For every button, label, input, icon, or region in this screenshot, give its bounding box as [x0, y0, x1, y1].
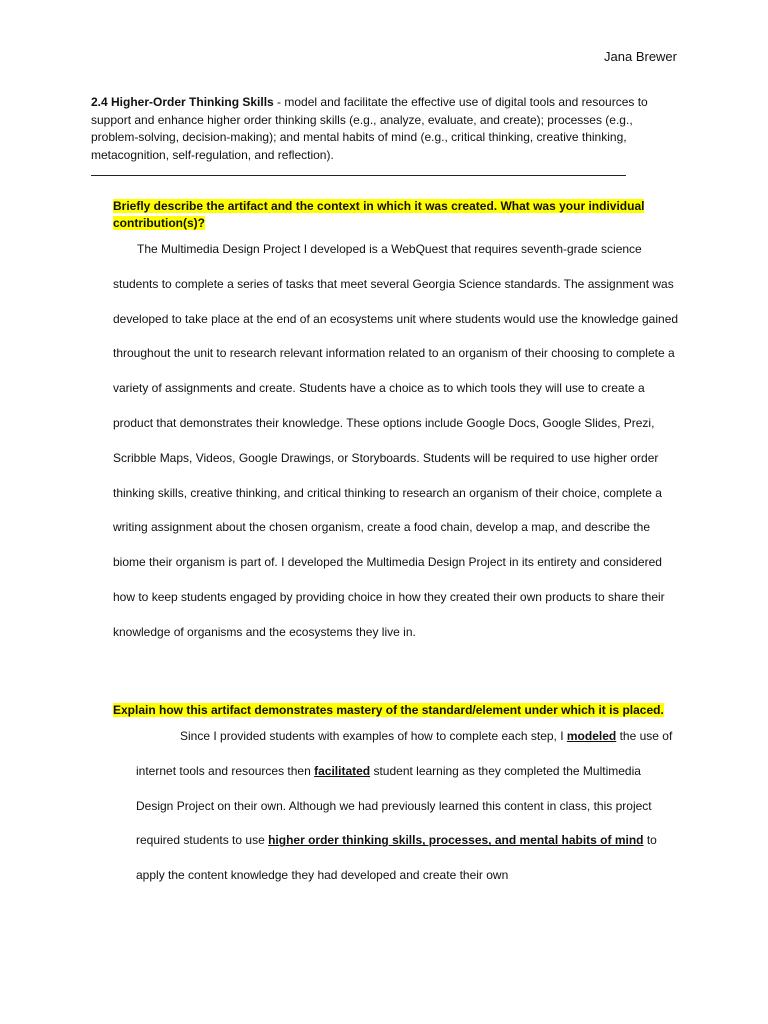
- answer-2-seg1: Since I provided students with examples of how to complete each step, I: [180, 729, 567, 743]
- question-1-text: Briefly describe the artifact and the context in which it was created. What was your individual contribution(s)?: [113, 199, 645, 230]
- question-1: [113, 198, 673, 232]
- standard-text: - model and facilitate the effective use of digital tools and resources to support and enhance higher order thinking skills (e.g., analyze, evaluate, and create); processes (e.g., problem-solving, decision-making); and mental habits of mind (e.g., critical thinking, creative thinking, metacognition, self-regulation, and reflection).: [91, 95, 648, 162]
- author-name: Jana Brewer: [604, 49, 677, 64]
- term-modeled: modeled: [566, 729, 617, 743]
- term-facilitated: facilitated: [314, 763, 371, 778]
- answer-1-text: The Multimedia Design Project I developed is a WebQuest that requires seventh-grade science students to complete a series of tasks that meet several Georgia Science standards. The assignment was developed to take place at the end of an ecosystems unit where students would use the knowledge gained throughout the unit to research relevant information related to an organism of their choosing to complete a variety of assignments and create. Students have a choice as to which tools they will use to create a product that demonstrates their knowledge. These options include Google Docs, Google Slides, Prezi, Scribble Maps, Videos, Google Drawings, or Storyboards. Students will be required to use higher order thinking skills, creative thinking, and critical thinking to research an organism of their choice, complete a writing assignment about the chosen organism, create a food chain, develop a map, and describe the biome their organism is part of. I developed the Multimedia Design Project in its entirety and considered how to keep students engaged by providing choice in how they created their own products to share their knowledge of organisms and the ecosystems they live in.: [113, 242, 679, 639]
- standard-statement: [91, 94, 681, 164]
- answer-2-seg3: student learning as they completed the Multimedia Design Project on their own. Although we had previously learned this content in class, this project required students to use: [136, 763, 652, 848]
- answer-2-seg4: to apply the content knowledge they had developed and create their own: [136, 833, 657, 883]
- question-2: [113, 702, 683, 719]
- answer-2-seg2: the use of internet tools and resources then: [136, 729, 673, 778]
- question-2-text: Explain how this artifact demonstrates mastery of the standard/element under which it is placed.: [113, 703, 664, 717]
- term-higher-order: higher order thinking skills, processes, and mental habits of mind: [268, 833, 644, 848]
- standard-title: 2.4 Higher-Order Thinking Skills: [91, 95, 274, 109]
- answer-1: [113, 232, 683, 650]
- answer-2: [136, 719, 676, 893]
- divider-line: [91, 175, 626, 176]
